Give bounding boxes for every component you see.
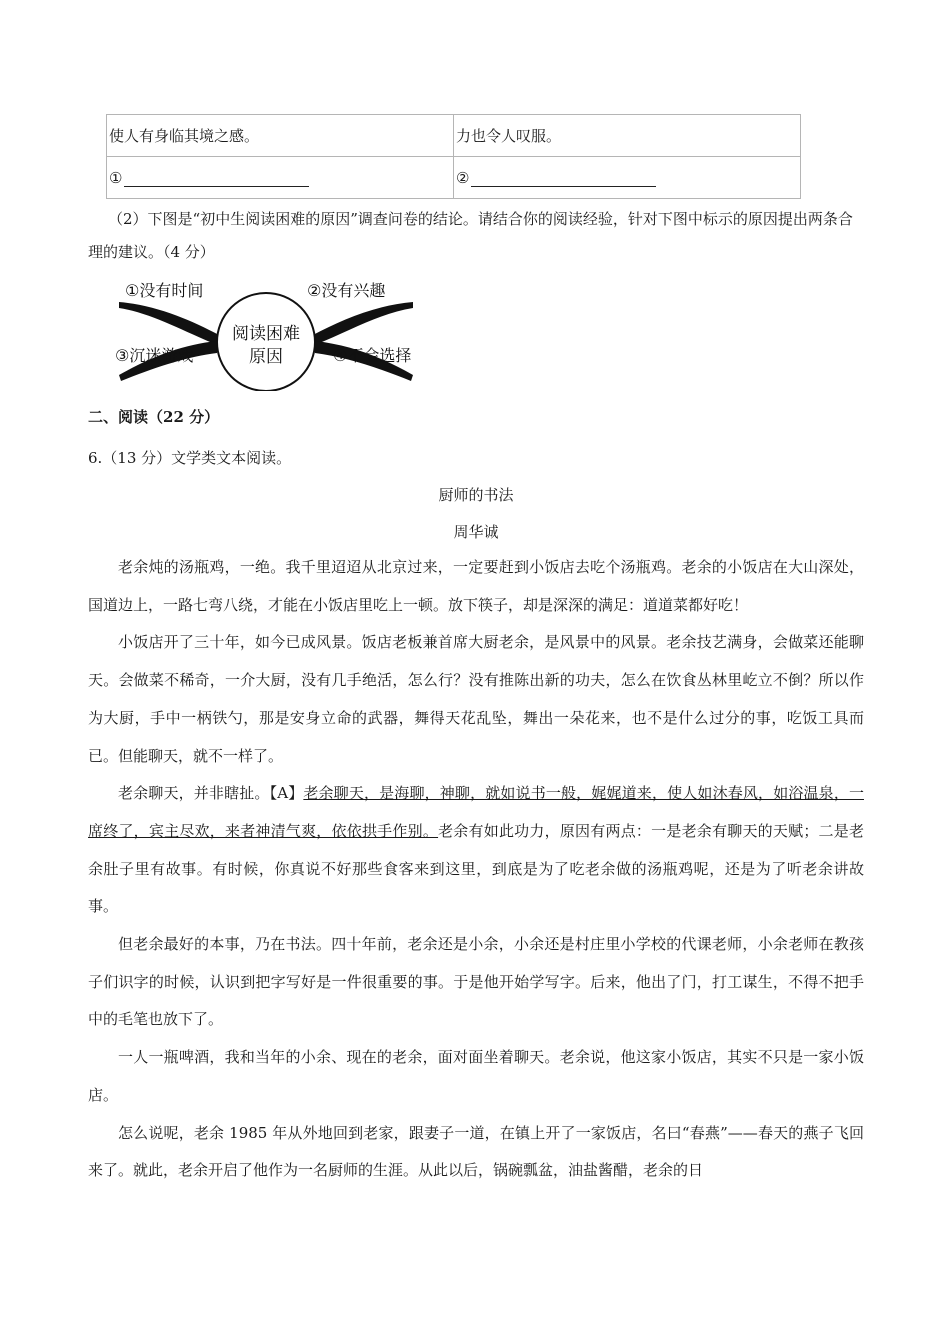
article-paragraph: 老余炖的汤瓶鸡，一绝。我千里迢迢从北京过来，一定要赶到小饭店去吃个汤瓶鸡。老余的小饭店在大山深处，国道边上，一路七弯八绕，才能在小饭店里吃上一顿。放下筷子，却是深深的满足：道道菜都好吃！ bbox=[88, 558, 864, 614]
mindmap-reason-2: ②没有兴趣 bbox=[307, 281, 386, 300]
answer-blank-1[interactable] bbox=[124, 172, 309, 187]
article-paragraph bbox=[88, 775, 864, 926]
answer-number: ② bbox=[456, 168, 470, 187]
paragraph-text: 老余聊天，并非瞎扯。 bbox=[118, 784, 270, 803]
mindmap-reason-3: ③沉迷游戏 bbox=[115, 346, 194, 365]
article-paragraph: 怎么说呢，老余 1985 年从外地回到老家，跟妻子一道，在镇上开了一家饭店，名曰“春燕”——春天的燕子飞回来了。就此，老余开启了他作为一名厨师的生涯。从此以后，锅碗瓢盆，油盐酱醋，老余的日 bbox=[88, 1123, 864, 1180]
article-paragraph: 小饭店开了三十年，如今已成风景。饭店老板兼首席大厨老余，是风景中的风景。老余技艺满身，会做菜还能聊天。会做菜不稀奇，一介大厨，没有几手绝活，怎么行？没有推陈出新的功夫，怎么在饮食丛林里屹立不倒？所以作为大厨，手中一柄铁勺，那是安身立命的武器，舞得天花乱坠，舞出一朵花来，也不是什么过分的事，吃饭工具而已。但能聊天，就不一样了。 bbox=[88, 633, 864, 765]
question-6-label: 6.（13 分）文学类文本阅读。 bbox=[88, 449, 292, 467]
answer-number: ① bbox=[109, 168, 123, 187]
answer-cell-1[interactable] bbox=[107, 157, 454, 199]
mindmap-reason-4: ④不会选择 bbox=[333, 346, 412, 365]
answer-blank-2[interactable] bbox=[471, 172, 656, 187]
article-body bbox=[88, 549, 864, 1190]
article-author: 周华诚 bbox=[453, 523, 499, 541]
table-row bbox=[107, 115, 801, 157]
table-cell: 力也令人叹服。 bbox=[454, 115, 801, 157]
article-title: 厨师的书法 bbox=[438, 486, 514, 504]
article-paragraph: 但老余最好的本事，乃在书法。四十年前，老余还是小余，小余还是村庄里小学校的代课老师，小余老师在教孩子们识字的时候，认识到把字写好是一件很重要的事。于是他开始学写字。后来，他出了门，打工谋生，不得不把手中的毛笔也放下了。 bbox=[88, 935, 864, 1029]
reading-difficulty-mindmap bbox=[111, 275, 421, 391]
mindmap-center-label: 原因 bbox=[249, 347, 283, 367]
underlined-passage-a: 老余聊天，是海聊，神聊，就如说书一般，娓娓道来，使人如沐春风，如浴温泉，一席终了，宾主尽欢，来者神清气爽，依依拱手作别。 bbox=[88, 784, 864, 840]
answer-table bbox=[106, 114, 801, 199]
section-title: 二、阅读（22 分） bbox=[88, 408, 220, 426]
article-paragraph: 一人一瓶啤酒，我和当年的小余、现在的老余，面对面坐着聊天。老余说，他这家小饭店，其实不只是一家小饭店。 bbox=[88, 1048, 864, 1104]
table-cell: 使人有身临其境之感。 bbox=[107, 115, 454, 157]
mindmap-reason-1: ①没有时间 bbox=[125, 281, 204, 300]
passage-marker-a: 【A】 bbox=[269, 784, 304, 803]
answer-cell-2[interactable] bbox=[454, 157, 801, 199]
mindmap-center-label: 阅读困难 bbox=[232, 324, 300, 344]
question-2-text: （2）下图是“初中生阅读困难的原因”调查问卷的结论。请结合你的阅读经验，针对下图中标示的原因提出两条合理的建议。（4 分） bbox=[88, 210, 853, 261]
paragraph-text: 老余有如此功力，原因有两点：一是老余有聊天的天赋；二是老余肚子里有故事。有时候，你真说不好那些食客来到这里，到底是为了吃老余做的汤瓶鸡呢，还是为了听老余讲故事。 bbox=[88, 821, 864, 916]
table-row bbox=[107, 157, 801, 199]
